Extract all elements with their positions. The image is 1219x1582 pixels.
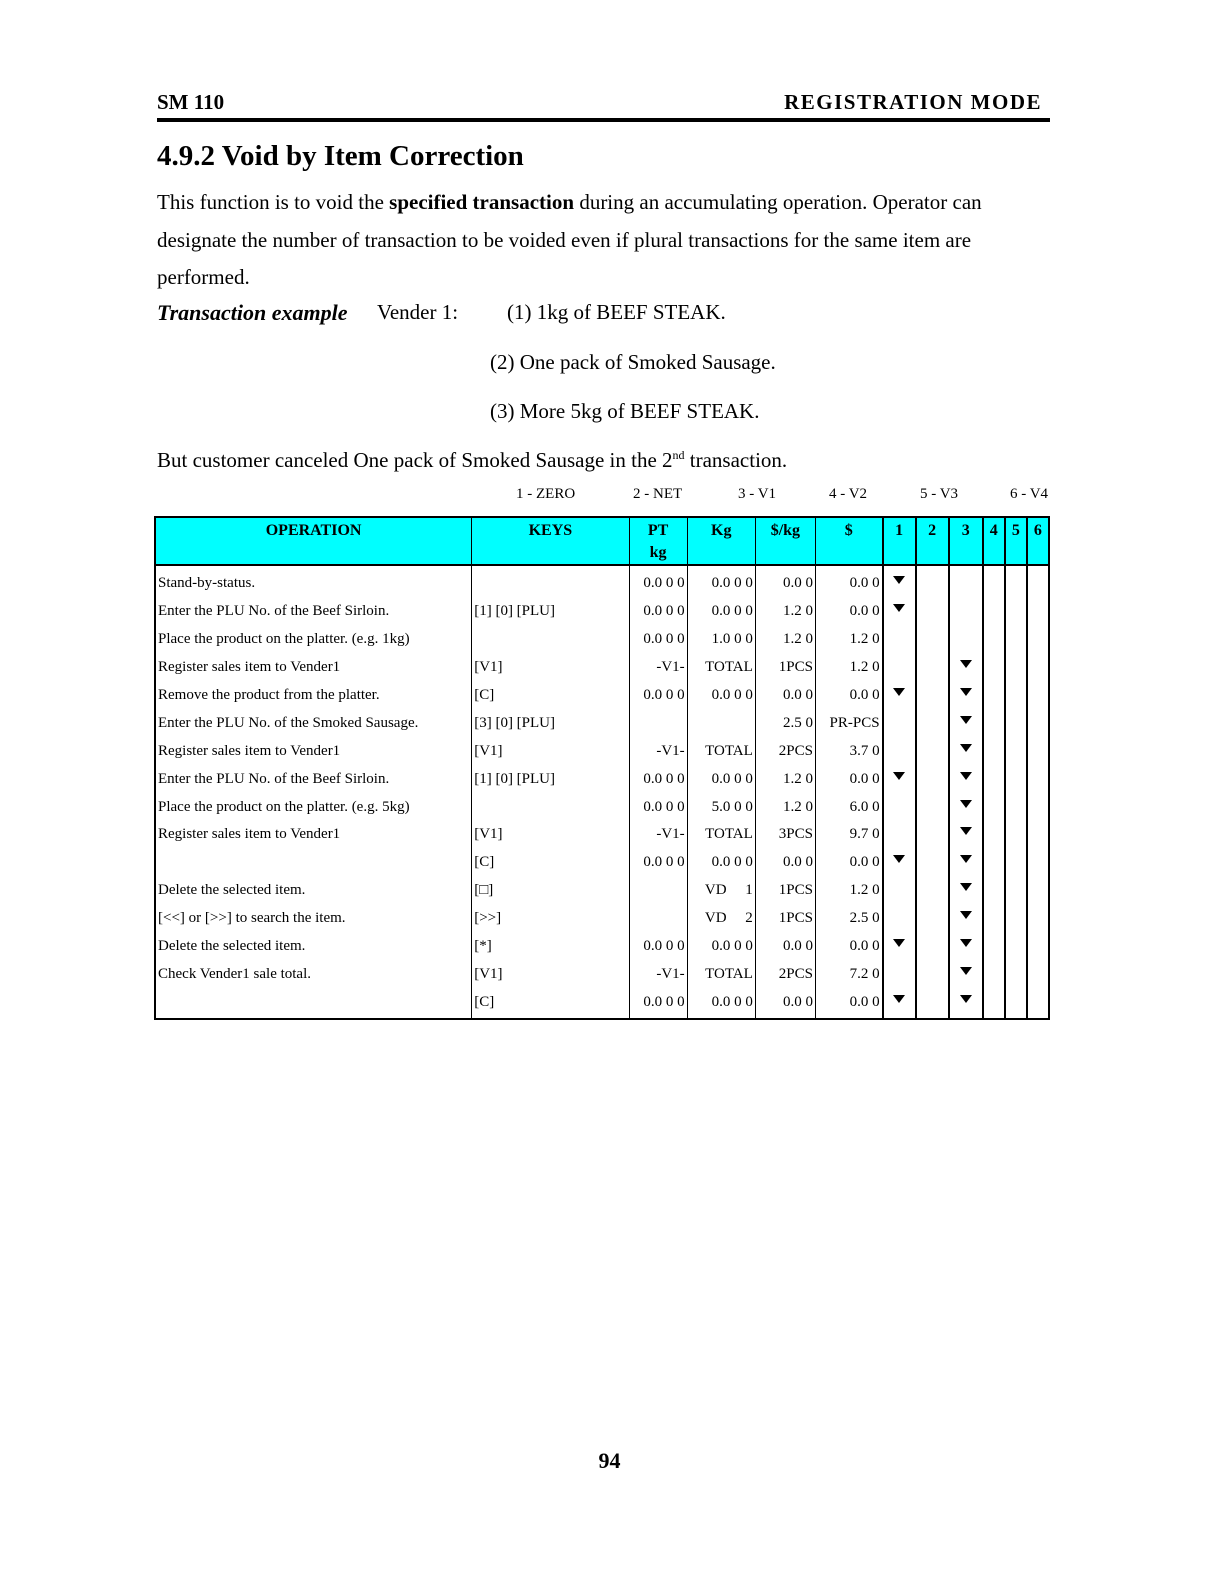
- key-legend-6: 6 - V4: [1010, 486, 1049, 502]
- cell-lamp-3: [949, 626, 983, 654]
- cell-lamp-3: [949, 565, 983, 598]
- transaction-vender: Vender 1:: [377, 300, 459, 324]
- cell-lamp-4: [983, 565, 1005, 598]
- indicator-triangle-icon: [960, 995, 972, 1003]
- cell-lamp-3: [949, 654, 983, 682]
- cell-lamp-4: [983, 849, 1005, 877]
- cell-kg: 0.0 0 0: [687, 565, 755, 598]
- cell-operation: Register sales item to Vender1: [155, 654, 472, 682]
- cell-lamp-3: [949, 737, 983, 765]
- cell-lamp-2: [916, 821, 949, 849]
- header-kg: Kg: [687, 517, 755, 565]
- indicator-triangle-icon: [893, 604, 905, 612]
- cell-lamp-3: [949, 960, 983, 988]
- cell-lamp-1: [883, 905, 916, 933]
- header-lamp-3: 3: [949, 517, 983, 565]
- cell-kg: VD 1: [687, 877, 755, 905]
- key-legend-5: 5 - V3: [920, 486, 959, 502]
- cell-keys: [472, 793, 629, 821]
- indicator-triangle-icon: [893, 939, 905, 947]
- cell-operation: Stand-by-status.: [155, 565, 472, 598]
- table-body: [155, 565, 1049, 1019]
- cell-pt: 0.0 0 0: [629, 933, 687, 961]
- cell-kg: 0.0 0 0: [687, 849, 755, 877]
- table-row: [155, 737, 1049, 765]
- cell-kg: 0.0 0 0: [687, 598, 755, 626]
- cell-operation: Check Vender1 sale total.: [155, 960, 472, 988]
- cell-lamp-2: [916, 960, 949, 988]
- header-keys: KEYS: [472, 517, 629, 565]
- cancel-text: But customer canceled One pack of Smoked Sausage in the 2: [157, 448, 673, 472]
- cell-lamp-6: [1027, 626, 1049, 654]
- cell-lamp-4: [983, 682, 1005, 710]
- cell-lamp-2: [916, 709, 949, 737]
- cell-lamp-6: [1027, 737, 1049, 765]
- intro-bold: specified transaction: [389, 190, 575, 214]
- intro-part2: during an accumulating operation. Operator can designate the number of transaction to be voided even if plural transactions for the same item are performed.: [157, 190, 982, 289]
- cell-keys: [C]: [472, 988, 629, 1019]
- cell-lamp-2: [916, 598, 949, 626]
- cell-lamp-6: [1027, 565, 1049, 598]
- cell-lamp-5: [1005, 598, 1027, 626]
- cell-lamp-5: [1005, 626, 1027, 654]
- cell-price-per-kg: 1PCS: [755, 877, 815, 905]
- cell-pt: -V1-: [629, 737, 687, 765]
- table-row: [155, 933, 1049, 961]
- cell-lamp-4: [983, 877, 1005, 905]
- header-lamp-6: 6: [1027, 517, 1049, 565]
- cell-amount: 0.0 0: [815, 933, 882, 961]
- cell-lamp-5: [1005, 877, 1027, 905]
- header-operation: OPERATION: [155, 517, 472, 565]
- cell-operation: Place the product on the platter. (e.g. 1kg): [155, 626, 472, 654]
- header-lamp-5: 5: [1005, 517, 1027, 565]
- cell-operation: Delete the selected item.: [155, 933, 472, 961]
- cell-amount: 1.2 0: [815, 654, 882, 682]
- cell-lamp-5: [1005, 988, 1027, 1019]
- cell-pt: 0.0 0 0: [629, 849, 687, 877]
- cell-lamp-3: [949, 765, 983, 793]
- cell-lamp-1: [883, 598, 916, 626]
- cell-lamp-3: [949, 821, 983, 849]
- transaction-line-1: (1) 1kg of BEEF STEAK.: [507, 300, 726, 324]
- indicator-triangle-icon: [960, 716, 972, 724]
- table-row: [155, 682, 1049, 710]
- indicator-triangle-icon: [960, 688, 972, 696]
- cell-lamp-6: [1027, 960, 1049, 988]
- cell-pt: 0.0 0 0: [629, 626, 687, 654]
- indicator-triangle-icon: [960, 800, 972, 808]
- cell-price-per-kg: 1.2 0: [755, 793, 815, 821]
- cell-lamp-2: [916, 849, 949, 877]
- cell-lamp-4: [983, 765, 1005, 793]
- header-price-per-kg: $/kg: [755, 517, 815, 565]
- cell-kg: 0.0 0 0: [687, 933, 755, 961]
- cell-operation: Enter the PLU No. of the Beef Sirloin.: [155, 598, 472, 626]
- cell-kg: VD 2: [687, 905, 755, 933]
- cell-lamp-2: [916, 565, 949, 598]
- transaction-line-3: (3) More 5kg of BEEF STEAK.: [490, 399, 760, 423]
- cell-lamp-1: [883, 793, 916, 821]
- cell-keys: [*]: [472, 933, 629, 961]
- cell-kg: TOTAL: [687, 821, 755, 849]
- cell-lamp-6: [1027, 682, 1049, 710]
- intro-part1: This function is to void the: [157, 190, 390, 214]
- key-legend-4: 4 - V2: [829, 486, 868, 502]
- cell-lamp-1: [883, 682, 916, 710]
- cell-lamp-5: [1005, 737, 1027, 765]
- cell-price-per-kg: 0.0 0: [755, 682, 815, 710]
- cell-lamp-3: [949, 598, 983, 626]
- cell-price-per-kg: 2PCS: [755, 737, 815, 765]
- cancel-tail: transaction.: [684, 448, 788, 472]
- cell-lamp-5: [1005, 960, 1027, 988]
- cell-lamp-3: [949, 905, 983, 933]
- cell-lamp-5: [1005, 709, 1027, 737]
- cell-lamp-2: [916, 793, 949, 821]
- operation-table: [154, 516, 1050, 1020]
- cell-kg: 0.0 0 0: [687, 765, 755, 793]
- chapter-name: REGISTRATION MODE: [784, 90, 1042, 114]
- cell-lamp-2: [916, 988, 949, 1019]
- header-pt-unit: kg: [649, 544, 667, 561]
- cell-keys: [V1]: [472, 737, 629, 765]
- cell-lamp-3: [949, 709, 983, 737]
- cell-keys: [>>]: [472, 905, 629, 933]
- cell-kg: 1.0 0 0: [687, 626, 755, 654]
- cell-lamp-3: [949, 793, 983, 821]
- cell-pt: 0.0 0 0: [629, 988, 687, 1019]
- indicator-triangle-icon: [960, 744, 972, 752]
- cell-keys: [V1]: [472, 654, 629, 682]
- cell-lamp-6: [1027, 709, 1049, 737]
- cell-lamp-6: [1027, 654, 1049, 682]
- cell-kg: [687, 709, 755, 737]
- cell-keys: [V1]: [472, 821, 629, 849]
- table-row: [155, 960, 1049, 988]
- cell-operation: [155, 849, 472, 877]
- cell-lamp-5: [1005, 849, 1027, 877]
- cell-lamp-5: [1005, 821, 1027, 849]
- cell-lamp-4: [983, 654, 1005, 682]
- cell-keys: [C]: [472, 682, 629, 710]
- model-name: SM 110: [157, 90, 225, 114]
- cell-pt: [629, 877, 687, 905]
- cell-amount: 0.0 0: [815, 598, 882, 626]
- cell-lamp-1: [883, 765, 916, 793]
- cell-lamp-3: [949, 849, 983, 877]
- cell-lamp-6: [1027, 849, 1049, 877]
- header-lamp-2: 2: [916, 517, 949, 565]
- table-row: [155, 988, 1049, 1019]
- cell-price-per-kg: 0.0 0: [755, 565, 815, 598]
- cell-amount: 3.7 0: [815, 737, 882, 765]
- table-header-row: [155, 517, 1049, 565]
- cell-operation: Delete the selected item.: [155, 877, 472, 905]
- cell-keys: [472, 626, 629, 654]
- cell-price-per-kg: 3PCS: [755, 821, 815, 849]
- cell-keys: [1] [0] [PLU]: [472, 598, 629, 626]
- cell-lamp-2: [916, 765, 949, 793]
- cell-price-per-kg: 2.5 0: [755, 709, 815, 737]
- cell-operation: Place the product on the platter. (e.g. 5kg): [155, 793, 472, 821]
- table-row: [155, 765, 1049, 793]
- cell-pt: 0.0 0 0: [629, 682, 687, 710]
- indicator-triangle-icon: [960, 660, 972, 668]
- cell-lamp-6: [1027, 598, 1049, 626]
- cell-lamp-4: [983, 709, 1005, 737]
- cell-operation: Remove the product from the platter.: [155, 682, 472, 710]
- cell-lamp-3: [949, 933, 983, 961]
- cell-amount: 0.0 0: [815, 565, 882, 598]
- cell-lamp-5: [1005, 765, 1027, 793]
- cell-price-per-kg: 1.2 0: [755, 765, 815, 793]
- cell-lamp-5: [1005, 682, 1027, 710]
- cell-lamp-5: [1005, 793, 1027, 821]
- cell-amount: 0.0 0: [815, 988, 882, 1019]
- indicator-triangle-icon: [960, 772, 972, 780]
- indicator-triangle-icon: [893, 688, 905, 696]
- cell-price-per-kg: 2PCS: [755, 960, 815, 988]
- cell-lamp-1: [883, 960, 916, 988]
- cell-lamp-2: [916, 933, 949, 961]
- cell-lamp-4: [983, 626, 1005, 654]
- cell-operation: [<<] or [>>] to search the item.: [155, 905, 472, 933]
- cell-lamp-6: [1027, 933, 1049, 961]
- cell-pt: 0.0 0 0: [629, 793, 687, 821]
- cell-lamp-6: [1027, 877, 1049, 905]
- cell-keys: [3] [0] [PLU]: [472, 709, 629, 737]
- cell-price-per-kg: 0.0 0: [755, 849, 815, 877]
- cell-lamp-2: [916, 737, 949, 765]
- cell-lamp-1: [883, 626, 916, 654]
- cell-lamp-3: [949, 682, 983, 710]
- cell-lamp-6: [1027, 793, 1049, 821]
- cell-operation: Register sales item to Vender1: [155, 737, 472, 765]
- cell-lamp-4: [983, 960, 1005, 988]
- indicator-triangle-icon: [893, 772, 905, 780]
- table-row: [155, 877, 1049, 905]
- table-row: [155, 849, 1049, 877]
- cell-lamp-2: [916, 905, 949, 933]
- page-number: 94: [598, 1448, 621, 1473]
- cell-kg: TOTAL: [687, 960, 755, 988]
- cell-lamp-4: [983, 933, 1005, 961]
- table-row: [155, 565, 1049, 598]
- table-row: [155, 821, 1049, 849]
- cell-lamp-2: [916, 626, 949, 654]
- indicator-triangle-icon: [893, 995, 905, 1003]
- cell-lamp-4: [983, 737, 1005, 765]
- header-amount: $: [815, 517, 882, 565]
- cell-operation: [155, 988, 472, 1019]
- cell-pt: [629, 709, 687, 737]
- indicator-triangle-icon: [893, 576, 905, 584]
- cell-price-per-kg: 0.0 0: [755, 933, 815, 961]
- indicator-triangle-icon: [960, 883, 972, 891]
- indicator-triangle-icon: [960, 911, 972, 919]
- cell-lamp-3: [949, 877, 983, 905]
- cell-lamp-1: [883, 849, 916, 877]
- cell-lamp-2: [916, 682, 949, 710]
- cell-pt: 0.0 0 0: [629, 765, 687, 793]
- cell-lamp-4: [983, 905, 1005, 933]
- cancel-note: [157, 448, 787, 473]
- page-header: [157, 90, 1050, 122]
- cell-amount: 7.2 0: [815, 960, 882, 988]
- cell-keys: [C]: [472, 849, 629, 877]
- cell-lamp-1: [883, 821, 916, 849]
- cell-lamp-6: [1027, 821, 1049, 849]
- cell-lamp-1: [883, 654, 916, 682]
- table-row: [155, 709, 1049, 737]
- cell-amount: 1.2 0: [815, 877, 882, 905]
- table-row: [155, 654, 1049, 682]
- table-row: [155, 626, 1049, 654]
- cell-lamp-5: [1005, 565, 1027, 598]
- cell-price-per-kg: 0.0 0: [755, 988, 815, 1019]
- cell-lamp-6: [1027, 765, 1049, 793]
- cell-pt: [629, 905, 687, 933]
- header-pt-label: PT: [647, 522, 669, 539]
- cell-amount: 2.5 0: [815, 905, 882, 933]
- transaction-line-2: (2) One pack of Smoked Sausage.: [490, 350, 776, 374]
- key-legend-3: 3 - V1: [738, 486, 777, 502]
- table-row: [155, 598, 1049, 626]
- indicator-triangle-icon: [960, 939, 972, 947]
- cell-kg: TOTAL: [687, 654, 755, 682]
- cancel-sup: nd: [672, 448, 685, 462]
- indicator-triangle-icon: [960, 855, 972, 863]
- cell-lamp-3: [949, 988, 983, 1019]
- header-lamp-4: 4: [983, 517, 1005, 565]
- cell-lamp-4: [983, 793, 1005, 821]
- cell-lamp-1: [883, 737, 916, 765]
- intro-paragraph: [157, 184, 1057, 297]
- cell-kg: TOTAL: [687, 737, 755, 765]
- cell-pt: -V1-: [629, 821, 687, 849]
- header-lamp-1: 1: [883, 517, 916, 565]
- cell-amount: 9.7 0: [815, 821, 882, 849]
- cell-price-per-kg: 1PCS: [755, 654, 815, 682]
- cell-amount: 0.0 0: [815, 682, 882, 710]
- cell-kg: 5.0 0 0: [687, 793, 755, 821]
- key-legend-1: 1 - ZERO: [516, 486, 576, 502]
- header-pt: [629, 517, 687, 565]
- cell-pt: -V1-: [629, 654, 687, 682]
- indicator-triangle-icon: [960, 827, 972, 835]
- cell-lamp-4: [983, 988, 1005, 1019]
- cell-amount: 0.0 0: [815, 849, 882, 877]
- cell-amount: 6.0 0: [815, 793, 882, 821]
- cell-lamp-1: [883, 877, 916, 905]
- cell-lamp-1: [883, 933, 916, 961]
- cell-lamp-4: [983, 821, 1005, 849]
- indicator-triangle-icon: [960, 967, 972, 975]
- table-row: [155, 905, 1049, 933]
- cell-lamp-2: [916, 877, 949, 905]
- cell-lamp-4: [983, 598, 1005, 626]
- key-legend-2: 2 - NET: [633, 486, 683, 502]
- cell-lamp-1: [883, 709, 916, 737]
- cell-keys: [472, 565, 629, 598]
- table-row: [155, 793, 1049, 821]
- cell-lamp-6: [1027, 905, 1049, 933]
- cell-kg: 0.0 0 0: [687, 682, 755, 710]
- cell-pt: 0.0 0 0: [629, 565, 687, 598]
- cell-operation: Register sales item to Vender1: [155, 821, 472, 849]
- cell-keys: [1] [0] [PLU]: [472, 765, 629, 793]
- section-title: 4.9.2 Void by Item Correction: [157, 140, 524, 172]
- cell-keys: [V1]: [472, 960, 629, 988]
- cell-amount: 0.0 0: [815, 765, 882, 793]
- cell-lamp-1: [883, 988, 916, 1019]
- cell-price-per-kg: 1PCS: [755, 905, 815, 933]
- indicator-triangle-icon: [893, 855, 905, 863]
- cell-price-per-kg: 1.2 0: [755, 598, 815, 626]
- cell-pt: -V1-: [629, 960, 687, 988]
- transaction-label: Transaction example: [157, 300, 348, 325]
- cell-operation: Enter the PLU No. of the Beef Sirloin.: [155, 765, 472, 793]
- cell-operation: Enter the PLU No. of the Smoked Sausage.: [155, 709, 472, 737]
- cell-kg: 0.0 0 0: [687, 988, 755, 1019]
- cell-lamp-6: [1027, 988, 1049, 1019]
- cell-pt: 0.0 0 0: [629, 598, 687, 626]
- cell-lamp-5: [1005, 905, 1027, 933]
- cell-keys: [□]: [472, 877, 629, 905]
- cell-lamp-1: [883, 565, 916, 598]
- cell-amount: PR-PCS: [815, 709, 882, 737]
- cell-lamp-2: [916, 654, 949, 682]
- cell-amount: 1.2 0: [815, 626, 882, 654]
- cell-lamp-5: [1005, 933, 1027, 961]
- cell-price-per-kg: 1.2 0: [755, 626, 815, 654]
- cell-lamp-5: [1005, 654, 1027, 682]
